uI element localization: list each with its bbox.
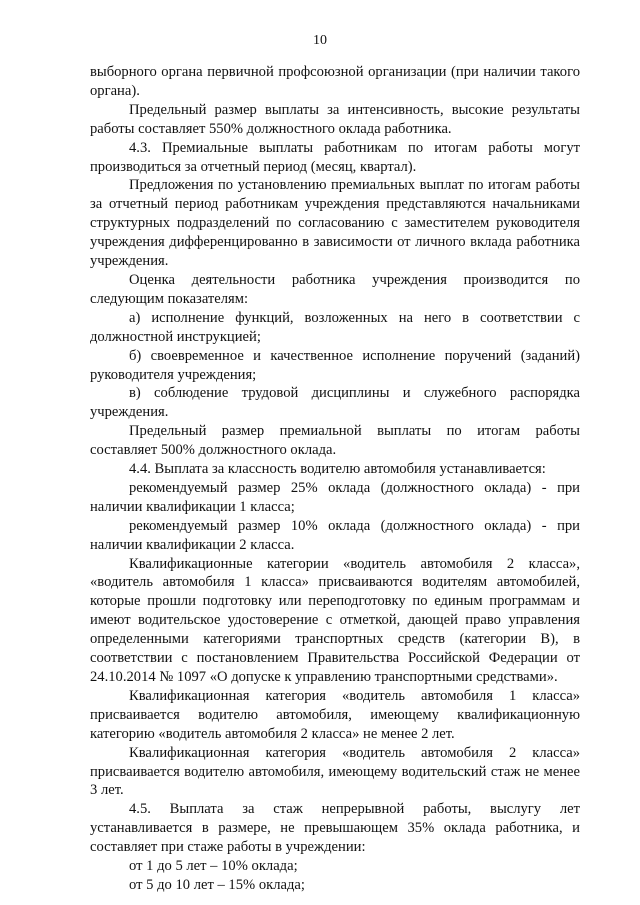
paragraph-14: Квалификационная категория «водитель автомобиля 1 класса» присваивается водителю автомобиля, имеющему квалификационную категорию «водитель автомобиля 2 класса» не менее 2 лет.: [90, 687, 580, 742]
paragraph-2: Предельный размер выплаты за интенсивность, высокие результаты работы составляет 550% должностного оклада работника.: [90, 101, 580, 137]
document-body: [90, 63, 580, 895]
paragraph-8: в) соблюдение трудовой дисциплины и служебного распорядка учреждения.: [90, 385, 580, 421]
paragraph-12: рекомендуемый размер 10% оклада (должностного оклада) - при наличии квалификации 2 класса.: [90, 517, 580, 553]
paragraph-16: 4.5. Выплата за стаж непрерывной работы, выслугу лет устанавливается в размере, не превышающем 35% оклада работника, и составляет при стаже работы в учреждении:: [90, 801, 580, 856]
paragraph-1: выборного органа первичной профсоюзной организации (при наличии такого органа).: [90, 64, 580, 99]
paragraph-3: 4.3. Премиальные выплаты работникам по итогам работы могут производиться за отчетный период (месяц, квартал).: [90, 139, 580, 175]
paragraph-10: 4.4. Выплата за классность водителю автомобиля устанавливается:: [129, 461, 546, 478]
paragraph-7: б) своевременное и качественное исполнение поручений (заданий) руководителя учреждения;: [90, 347, 580, 383]
paragraph-11: рекомендуемый размер 25% оклада (должностного оклада) - при наличии квалификации 1 класса;: [90, 479, 580, 515]
paragraph-15: Квалификационная категория «водитель автомобиля 2 класса» присваивается водителю автомобиля, имеющему водительский стаж не менее 3 лет.: [90, 744, 580, 799]
page-number: 10: [313, 33, 327, 48]
paragraph-4: Предложения по установлению премиальных выплат по итогам работы за отчетный период работникам учреждения представляются начальниками структурных подразделений по согласованию с заместителем руководителя учреждения дифференцированно в зависимости от личного вклада работника учреждения.: [90, 177, 580, 270]
paragraph-13: Квалификационные категории «водитель автомобиля 2 класса», «водитель автомобиля 1 класса» присваиваются водителям автомобилей, которые прошли подготовку или переподготовку по единым программам и имеют водительское удостоверение с отметкой, дающей право управления определенными категориями транспортных средств (категории B), в соответствии с постановлением Правительства Российской Федерации от 24.10.2014 № 1097 «О допуске к управлению транспортными средствами».: [90, 555, 580, 685]
paragraph-18: от 5 до 10 лет – 15% оклада;: [129, 876, 305, 893]
paragraph-17: от 1 до 5 лет – 10% оклада;: [129, 858, 298, 875]
paragraph-5: Оценка деятельности работника учреждения производится по следующим показателям:: [90, 271, 580, 307]
paragraph-6: а) исполнение функций, возложенных на него в соответствии с должностной инструкцией;: [90, 309, 580, 345]
paragraph-9: Предельный размер премиальной выплаты по итогам работы составляет 500% должностного оклада.: [90, 423, 580, 459]
